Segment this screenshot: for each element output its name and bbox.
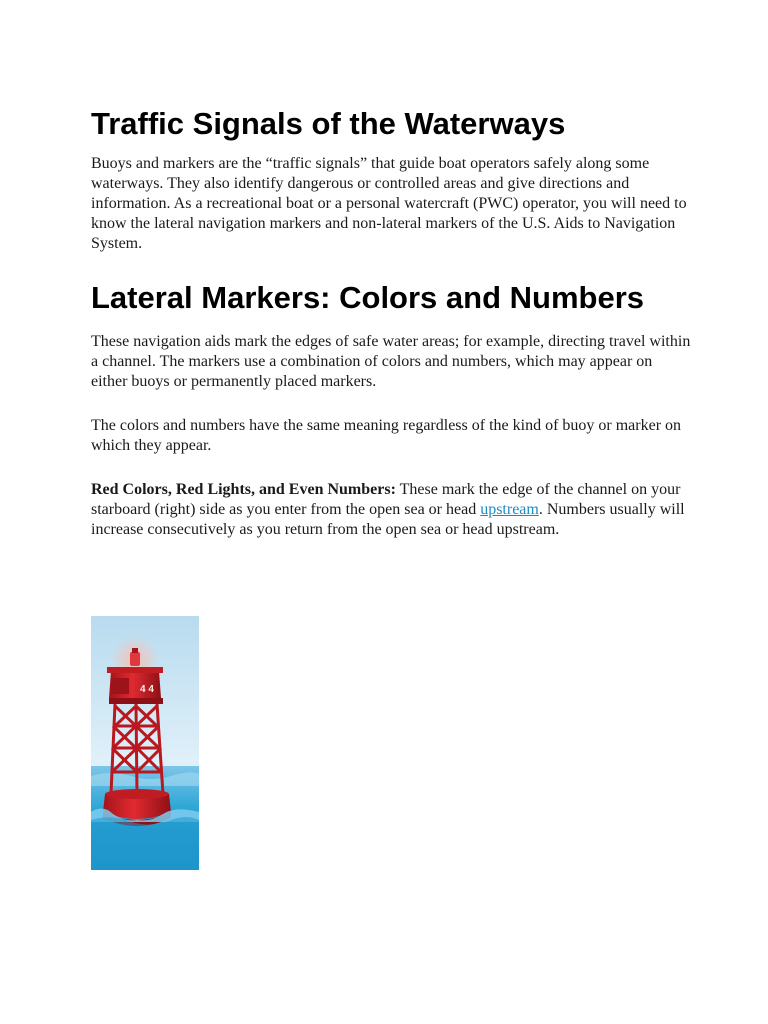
red-markers-text-2: . Numbers usually will increase consecutively as you return from the open sea or head upstream.	[91, 501, 685, 538]
red-buoy-illustration	[91, 616, 199, 870]
buoy-svg	[91, 616, 199, 870]
document-content	[91, 104, 691, 564]
colors-numbers-paragraph: The colors and numbers have the same meaning regardless of the kind of buoy or marker on which they appear.	[91, 417, 682, 454]
red-markers-text-1: These mark the edge of the channel on your starboard (right) side as you enter from the open sea or head	[91, 481, 681, 518]
red-markers-paragraph	[91, 480, 691, 540]
lantern	[130, 652, 140, 666]
section-title: Lateral Markers: Colors and Numbers	[91, 280, 645, 315]
upstream-link[interactable]: upstream	[480, 501, 539, 518]
intro-paragraph: Buoys and markers are the “traffic signals” that guide boat operators safely along some waterways. They also identify dangerous or controlled areas and give directions and information. As a recreational boat or a personal watercraft (PWC) operator, you will need to know the lateral navigation markers and non-lateral markers of the U.S. Aids to Navigation System.	[91, 155, 687, 252]
red-markers-heading: Red Colors, Red Lights, and Even Numbers:	[91, 481, 396, 498]
page-title: Traffic Signals of the Waterways	[91, 106, 566, 141]
lateral-markers-paragraph: These navigation aids mark the edges of safe water areas; for example, directing travel within a channel. The markers use a combination of colors and numbers, which may appear on either buoys or permanently placed markers.	[91, 333, 691, 390]
buoy-number: 4 4	[140, 684, 154, 695]
